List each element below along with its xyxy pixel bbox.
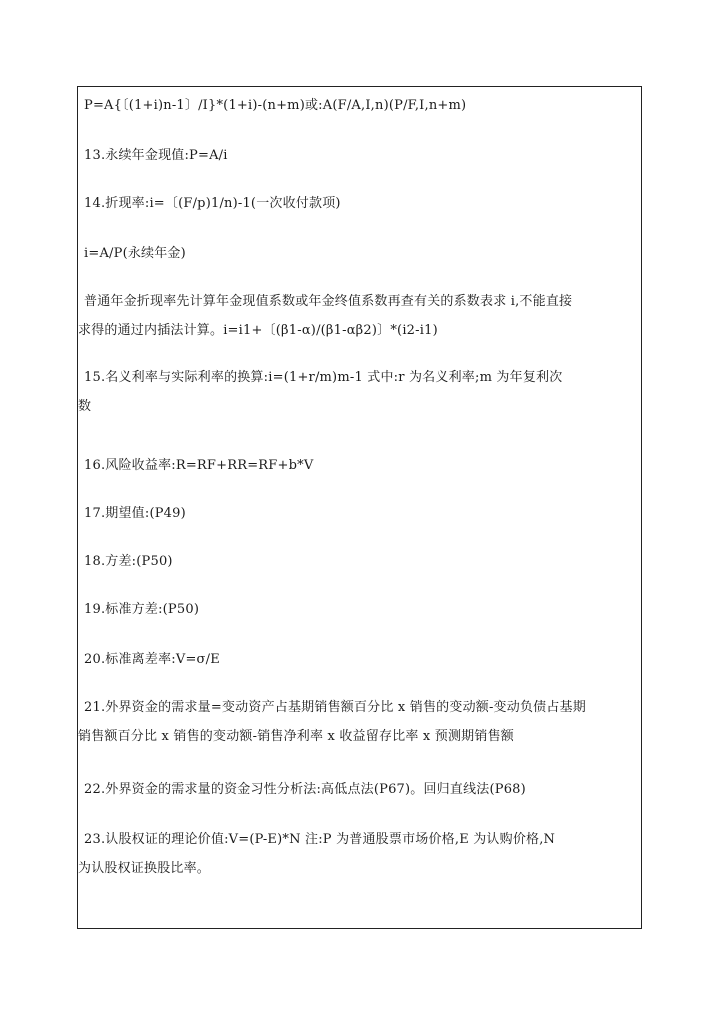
formula-14-annuity: i=A/P(永续年金) bbox=[84, 246, 186, 261]
formula-19: 19.标准方差:(P50) bbox=[84, 602, 200, 617]
formula-18: 18.方差:(P50) bbox=[84, 554, 173, 569]
formula-13: 13.永续年金现值:P=A/i bbox=[84, 148, 228, 163]
content-frame bbox=[77, 86, 642, 929]
formula-12-continued: P=A{〔(1+i)n-1〕/I}*(1+i)-(n+m)或:A(F/A,I,n)(P/F,I,n+m) bbox=[84, 98, 467, 113]
formula-22: 22.外界资金的需求量的资金习性分析法:高低点法(P67)。回归直线法(P68) bbox=[84, 782, 526, 797]
formula-17: 17.期望值:(P49) bbox=[84, 506, 186, 521]
formula-15-line1: 15.名义利率与实际利率的换算:i=(1+r/m)m-1 式中:r 为名义利率;m 为年复利次 bbox=[84, 370, 563, 385]
formula-23-line1: 23.认股权证的理论价值:V=(P-E)*N 注:P 为普通股票市场价格,E 为认购价格,N bbox=[84, 832, 556, 847]
formula-20: 20.标准离差率:V=σ/E bbox=[84, 652, 220, 667]
formula-23 bbox=[78, 825, 634, 883]
formula-14-interpolation-line1: 普通年金折现率先计算年金现值系数或年金终值系数再查有关的系数表求 i,不能直接 bbox=[84, 294, 573, 309]
formula-15 bbox=[78, 363, 634, 421]
formula-21-line2: 销售额百分比 x 销售的变动额-销售净利率 x 收益留存比率 x 预测期销售额 bbox=[78, 729, 514, 744]
formula-14: 14.折现率:i=〔(F/p)1/n)-1(一次收付款项) bbox=[84, 196, 341, 211]
formula-16: 16.风险收益率:R=RF+RR=RF+b*V bbox=[84, 458, 314, 473]
formula-14-interpolation-line2: 求得的通过内插法计算。i=i1+〔(β1-α)/(β1-αβ2)〕*(i2-i1) bbox=[78, 323, 438, 338]
formula-21 bbox=[78, 693, 634, 751]
formula-15-line2: 数 bbox=[78, 399, 92, 414]
formula-23-line2: 为认股权证换股比率。 bbox=[78, 861, 211, 876]
formula-21-line1: 21.外界资金的需求量=变动资产占基期销售额百分比 x 销售的变动额-变动负债占基期 bbox=[84, 700, 586, 715]
formula-14-interpolation bbox=[78, 287, 634, 345]
